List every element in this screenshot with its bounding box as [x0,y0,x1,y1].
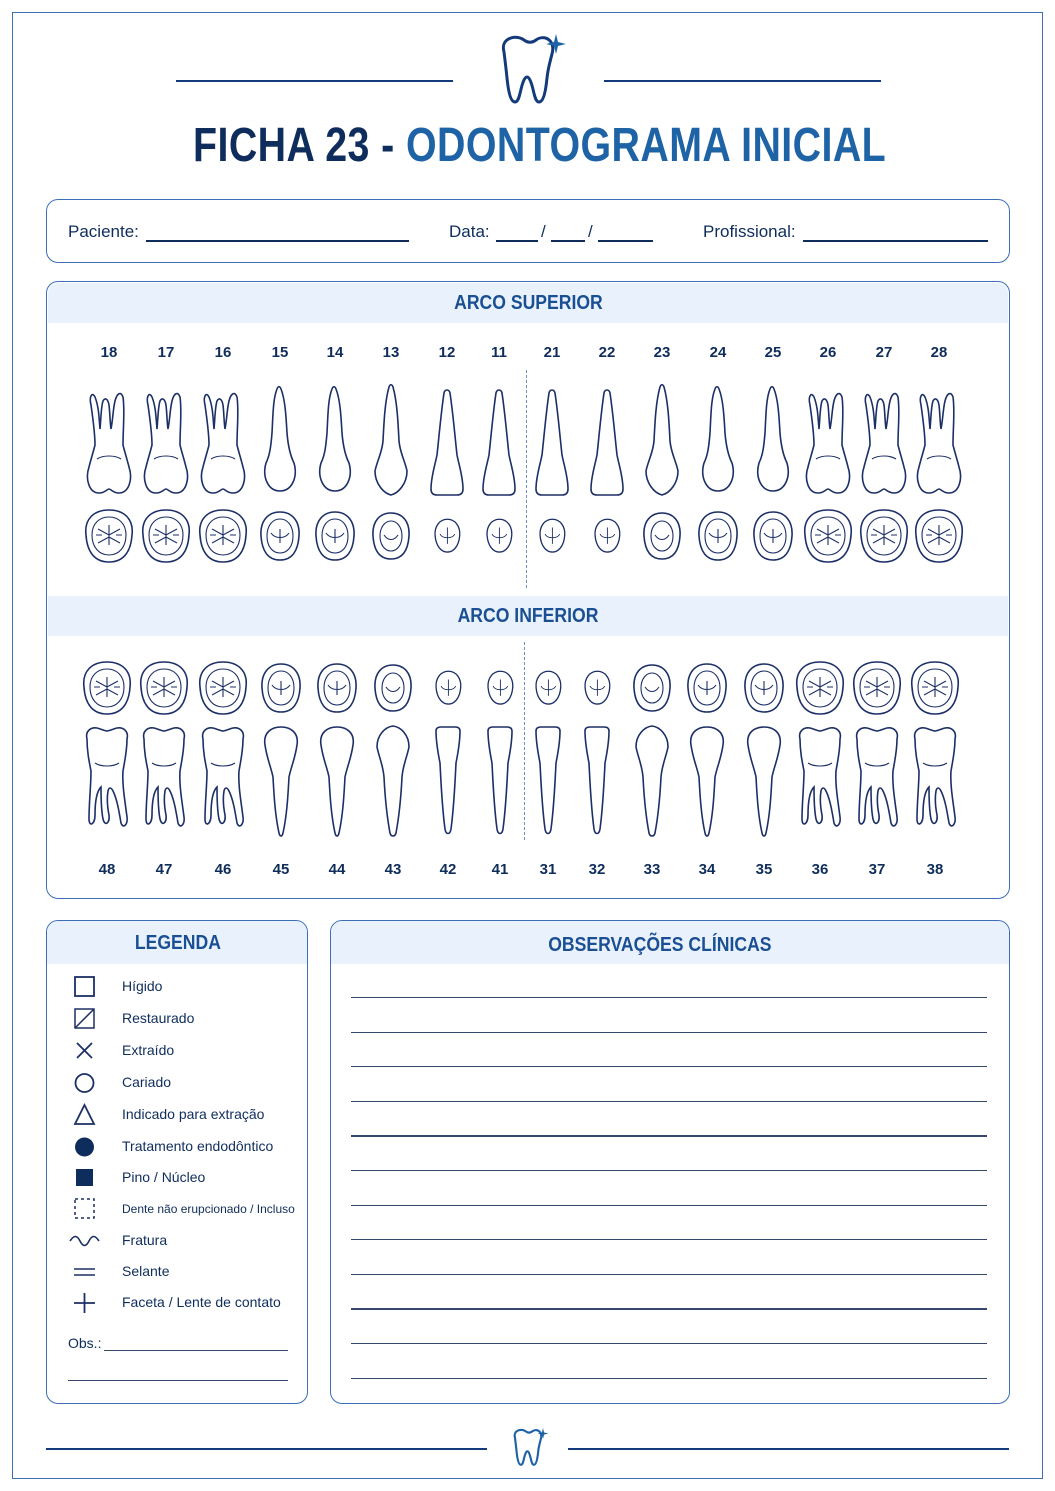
title-part1: FICHA 23 - [193,119,407,172]
tooth-16-side-view[interactable] [197,383,249,497]
wave-icon [66,1229,102,1253]
footer-rule-left [46,1448,487,1450]
tooth-18-occlusal-view[interactable] [82,507,136,565]
tooth-21-side-view[interactable] [526,383,578,497]
tooth-number-42: 42 [439,861,457,878]
legend-item-label: Pino / Núcleo [122,1169,206,1185]
tooth-24-occlusal-view[interactable] [695,509,741,563]
filled-circle-icon [66,1135,102,1159]
observation-line[interactable] [351,1378,987,1379]
tooth-number-46: 46 [214,861,232,878]
observation-line[interactable] [351,1274,987,1275]
tooth-28-occlusal-view[interactable] [912,507,966,565]
triangle-outline-icon [66,1103,102,1127]
tooth-27-side-view[interactable] [858,383,910,497]
tooth-48-occlusal-view[interactable] [80,659,134,717]
legend-item-label: Fratura [122,1232,168,1248]
tooth-number-23: 23 [653,344,671,361]
date-year-field[interactable] [598,240,653,242]
tooth-17-side-view[interactable] [140,383,192,497]
legend-item-label: Selante [122,1263,170,1279]
tooth-34-side-view[interactable] [681,725,733,839]
legend-item-label: Restaurado [122,1010,195,1026]
tooth-36-side-view[interactable] [794,725,846,839]
observation-line[interactable] [351,1032,987,1033]
tooth-41-occlusal-view[interactable] [484,668,517,707]
header-rule-right [604,80,881,82]
tooth-14-side-view[interactable] [309,383,361,497]
tooth-47-occlusal-view[interactable] [137,659,191,717]
tooth-23-occlusal-view[interactable] [639,509,685,563]
tooth-16-occlusal-view[interactable] [196,507,250,565]
tooth-44-occlusal-view[interactable] [314,661,360,715]
tooth-26-side-view[interactable] [802,383,854,497]
footer-rule-right [568,1448,1009,1450]
tooth-23-side-view[interactable] [636,383,688,497]
tooth-number-25: 25 [764,344,782,361]
tooth-41-side-view[interactable] [474,725,526,839]
tooth-number-31: 31 [539,861,557,878]
date-day-field[interactable] [496,240,538,242]
footer-tooth-icon [509,1426,549,1473]
tooth-44-side-view[interactable] [311,725,363,839]
date-label: Data: [449,222,490,241]
tooth-number-13: 13 [382,344,400,361]
tooth-12-side-view[interactable] [421,383,473,497]
tooth-number-35: 35 [755,861,773,878]
tooth-11-occlusal-view[interactable] [483,516,516,555]
tooth-number-48: 48 [98,861,116,878]
double-line-icon [66,1260,102,1284]
tooth-45-occlusal-view[interactable] [258,661,304,715]
observation-line[interactable] [351,1308,987,1309]
tooth-31-occlusal-view[interactable] [532,668,565,707]
tooth-35-side-view[interactable] [738,725,790,839]
tooth-number-37: 37 [868,861,886,878]
legend-item-label: Dente não erupcionado / Incluso [122,1202,295,1216]
professional-label: Profissional: [703,222,796,241]
legend-item-label: Hígido [122,978,163,994]
tooth-48-side-view[interactable] [81,725,133,839]
tooth-number-27: 27 [875,344,893,361]
professional-field[interactable] [803,240,988,242]
tooth-17-occlusal-view[interactable] [139,507,193,565]
tooth-number-12: 12 [438,344,456,361]
tooth-number-18: 18 [100,344,118,361]
upper-arch-title: ARCO SUPERIOR [453,292,603,314]
tooth-number-45: 45 [272,861,290,878]
tooth-43-side-view[interactable] [367,725,419,839]
square-outline-icon [66,975,102,999]
tooth-37-occlusal-view[interactable] [850,659,904,717]
tooth-25-side-view[interactable] [747,383,799,497]
tooth-number-43: 43 [384,861,402,878]
tooth-number-32: 32 [588,861,606,878]
tooth-number-21: 21 [543,344,561,361]
circle-outline-icon [66,1071,102,1095]
patient-info-box [46,199,1010,263]
tooth-25-occlusal-view[interactable] [750,509,796,563]
tooth-45-side-view[interactable] [255,725,307,839]
observation-line[interactable] [351,1239,987,1240]
page-title [97,118,982,173]
tooth-number-16: 16 [214,344,232,361]
tooth-46-occlusal-view[interactable] [196,659,250,717]
observation-line[interactable] [351,1101,987,1102]
tooth-number-33: 33 [643,861,661,878]
lower-arch-header [48,596,1008,636]
plus-icon [66,1291,102,1315]
tooth-32-side-view[interactable] [571,725,623,839]
tooth-26-occlusal-view[interactable] [801,507,855,565]
square-slash-icon [66,1007,102,1031]
patient-field[interactable] [146,240,409,242]
tooth-34-occlusal-view[interactable] [684,661,730,715]
tooth-number-15: 15 [271,344,289,361]
upper-arch-header [48,283,1008,323]
tooth-38-side-view[interactable] [909,725,961,839]
tooth-logo-icon [494,30,566,113]
date-separator-1: / [541,222,546,241]
observation-line[interactable] [351,997,987,998]
tooth-number-14: 14 [326,344,344,361]
tooth-number-26: 26 [819,344,837,361]
tooth-number-41: 41 [491,861,509,878]
filled-square-icon [66,1166,102,1190]
date-month-field[interactable] [551,240,585,242]
legend-item-label: Cariado [122,1074,172,1090]
legend-item-label: Tratamento endodôntico [122,1138,274,1154]
legend-title: LEGENDA [134,932,222,954]
tooth-number-36: 36 [811,861,829,878]
tooth-number-24: 24 [709,344,727,361]
tooth-number-34: 34 [698,861,716,878]
tooth-37-side-view[interactable] [851,725,903,839]
observation-line[interactable] [351,1170,987,1171]
tooth-27-occlusal-view[interactable] [857,507,911,565]
observation-line[interactable] [351,1343,987,1344]
tooth-number-11: 11 [491,344,507,361]
x-icon [66,1039,102,1063]
tooth-36-occlusal-view[interactable] [793,659,847,717]
tooth-13-occlusal-view[interactable] [368,509,414,563]
tooth-32-occlusal-view[interactable] [581,668,614,707]
tooth-42-occlusal-view[interactable] [432,668,465,707]
tooth-33-occlusal-view[interactable] [629,661,675,715]
tooth-18-side-view[interactable] [83,383,135,497]
tooth-24-side-view[interactable] [692,383,744,497]
tooth-number-44: 44 [328,861,346,878]
date-separator-2: / [588,222,593,241]
legend-obs-line-2[interactable] [68,1380,288,1381]
tooth-21-occlusal-view[interactable] [536,516,569,555]
legend-obs-line-1[interactable] [104,1350,288,1351]
tooth-15-occlusal-view[interactable] [257,509,303,563]
tooth-number-38: 38 [926,861,944,878]
patient-label: Paciente: [68,222,139,241]
tooth-28-side-view[interactable] [913,383,965,497]
tooth-33-side-view[interactable] [626,725,678,839]
observations-title: OBSERVAÇÕES CLÍNICAS [548,934,772,956]
observation-line[interactable] [351,1066,987,1067]
observation-line[interactable] [351,1135,987,1136]
tooth-12-occlusal-view[interactable] [431,516,464,555]
title-part2: ODONTOGRAMA INICIAL [406,119,887,172]
legend-item-label: Faceta / Lente de contato [122,1294,281,1310]
dashed-square-icon [66,1197,102,1221]
tooth-11-side-view[interactable] [473,383,525,497]
tooth-13-side-view[interactable] [365,383,417,497]
observations-box [330,920,1010,1404]
tooth-46-side-view[interactable] [197,725,249,839]
tooth-42-side-view[interactable] [422,725,474,839]
tooth-22-side-view[interactable] [581,383,633,497]
header-rule-left [176,80,453,82]
tooth-35-occlusal-view[interactable] [741,661,787,715]
tooth-38-occlusal-view[interactable] [908,659,962,717]
tooth-number-47: 47 [155,861,173,878]
tooth-22-occlusal-view[interactable] [591,516,624,555]
legend-obs-label: Obs.: [68,1335,102,1351]
lower-arch-title: ARCO INFERIOR [457,605,599,627]
legend-item-label: Extraído [122,1042,175,1058]
tooth-47-side-view[interactable] [138,725,190,839]
tooth-31-side-view[interactable] [522,725,574,839]
tooth-number-28: 28 [930,344,948,361]
tooth-14-occlusal-view[interactable] [312,509,358,563]
legend-item-label: Indicado para extração [122,1106,265,1122]
tooth-43-occlusal-view[interactable] [370,661,416,715]
tooth-number-17: 17 [157,344,175,361]
tooth-15-side-view[interactable] [254,383,306,497]
observation-line[interactable] [351,1205,987,1206]
tooth-number-22: 22 [598,344,616,361]
